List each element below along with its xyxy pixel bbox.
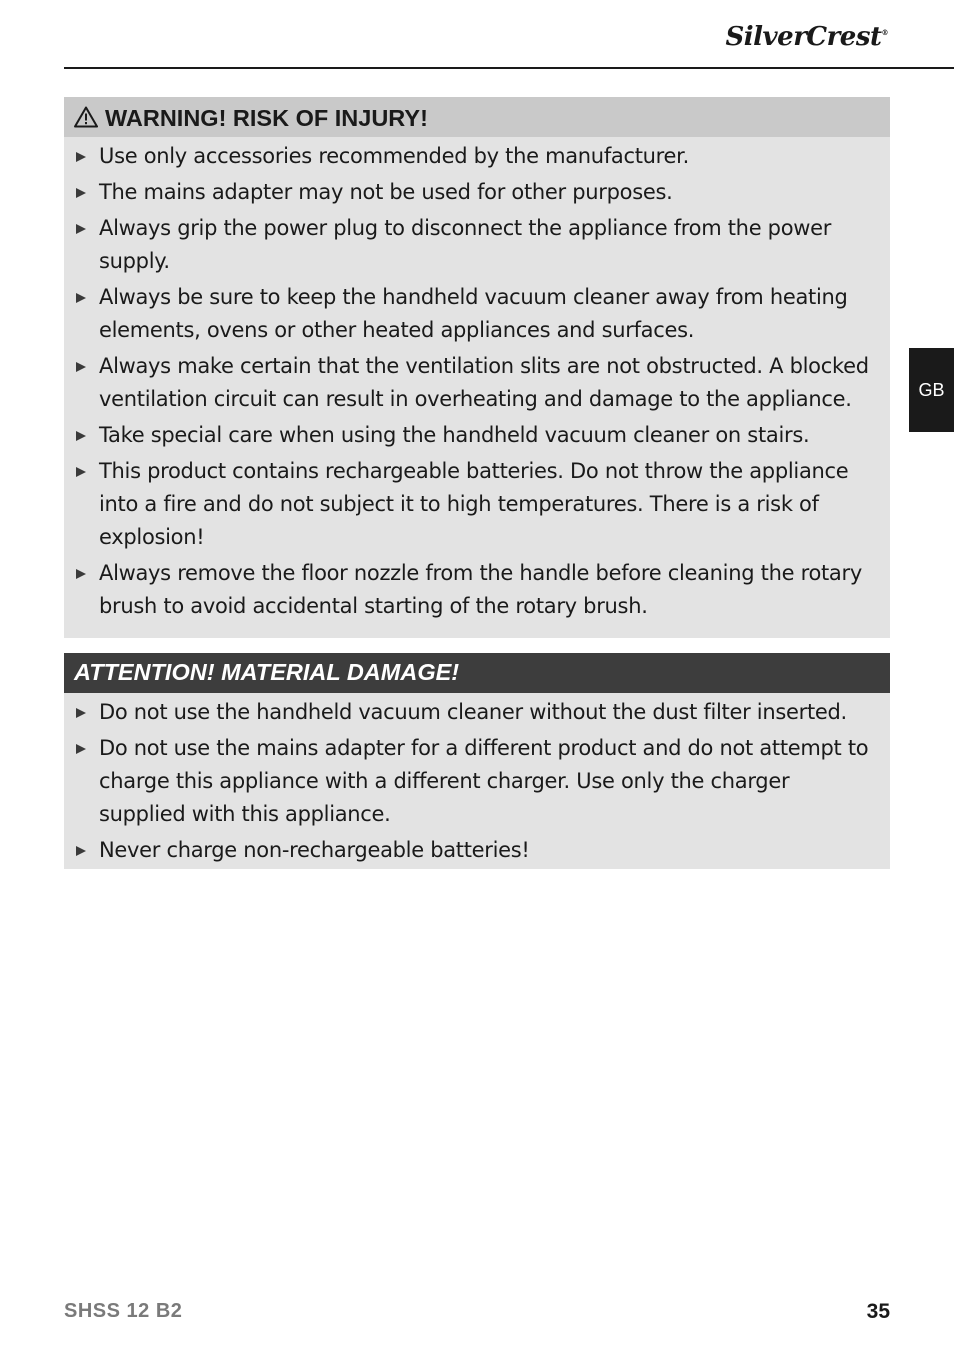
bullet-arrow-icon <box>76 744 86 754</box>
bullet-arrow-icon <box>76 188 86 198</box>
list-item-text: Never charge non-rechargeable batteries! <box>99 838 530 862</box>
brand-name: SilverCrest <box>725 22 882 52</box>
list-item-text: Do not use the handheld vacuum cleaner without the dust filter inserted. <box>99 700 847 724</box>
footer-model-number: SHSS 12 B2 <box>64 1300 183 1322</box>
list-item <box>64 696 890 729</box>
registered-mark: ® <box>881 28 888 37</box>
list-item <box>64 212 890 278</box>
list-item-text: The mains adapter may not be used for other purposes. <box>99 180 673 204</box>
bullet-arrow-icon <box>76 152 86 162</box>
list-item-text: Always be sure to keep the handheld vacuum cleaner away from heating elements, ovens or other heated appliances and surfaces. <box>99 285 848 342</box>
page-number: 35 <box>866 1300 890 1323</box>
list-item <box>64 176 890 209</box>
list-item <box>64 834 890 867</box>
list-item-text: Always make certain that the ventilation slits are not obstructed. A blocked ventilation circuit can result in overheating and damage to the appliance. <box>99 354 869 411</box>
bullet-arrow-icon <box>76 467 86 477</box>
attention-header <box>64 653 890 693</box>
warning-box <box>64 97 890 638</box>
brand-logo <box>726 22 888 52</box>
list-item <box>64 140 890 173</box>
list-item-text: Do not use the mains adapter for a different product and do not attempt to charge this appliance with a different charger. Use only the charger supplied with this appliance. <box>99 736 869 826</box>
language-tab <box>909 348 954 432</box>
list-item <box>64 732 890 831</box>
list-item <box>64 419 890 452</box>
list-item-text: Use only accessories recommended by the manufacturer. <box>99 144 689 168</box>
list-item <box>64 557 890 623</box>
attention-title: ATTENTION! MATERIAL DAMAGE! <box>74 659 460 685</box>
warning-list <box>64 137 890 623</box>
attention-box <box>64 653 890 869</box>
list-item <box>64 281 890 347</box>
list-item-text: This product contains rechargeable batteries. Do not throw the appliance into a fire and do not subject it to high temperatures. There is a risk of explosion! <box>99 459 849 549</box>
bullet-arrow-icon <box>76 708 86 718</box>
header-rule <box>64 67 954 69</box>
list-item-text: Always grip the power plug to disconnect the appliance from the power supply. <box>99 216 832 273</box>
bullet-arrow-icon <box>76 569 86 579</box>
attention-list <box>64 693 890 867</box>
list-item <box>64 350 890 416</box>
list-item-text: Take special care when using the handheld vacuum cleaner on stairs. <box>99 423 810 447</box>
bullet-arrow-icon <box>76 846 86 856</box>
bullet-arrow-icon <box>76 293 86 303</box>
list-item-text: Always remove the floor nozzle from the handle before cleaning the rotary brush to avoid accidental starting of the rotary brush. <box>99 561 862 618</box>
warning-triangle-icon <box>74 106 98 128</box>
bullet-arrow-icon <box>76 224 86 234</box>
warning-header <box>64 97 890 137</box>
bullet-arrow-icon <box>76 431 86 441</box>
warning-title: WARNING! RISK OF INJURY! <box>105 105 428 131</box>
language-tab-label: GB <box>918 379 945 400</box>
bullet-arrow-icon <box>76 362 86 372</box>
list-item <box>64 455 890 554</box>
